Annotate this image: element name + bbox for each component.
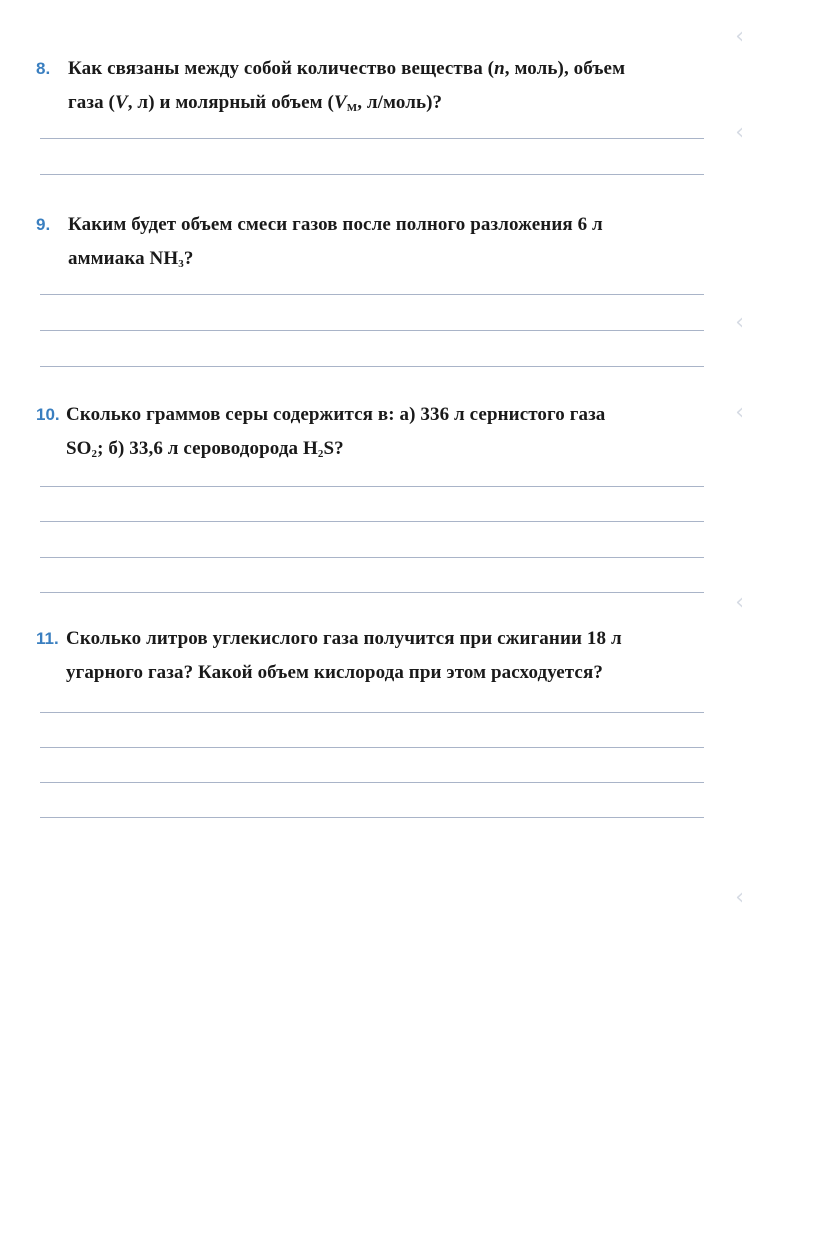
answer-line[interactable] xyxy=(40,330,704,331)
question-text-continued: угарного газа? Какой объем кислорода при этом расходуется? xyxy=(66,662,603,683)
answer-line[interactable] xyxy=(40,366,704,367)
answer-line[interactable] xyxy=(40,294,704,295)
answer-line[interactable] xyxy=(40,817,704,818)
question-text-continued: $SO_2$; б) 33,6 л сероводорода $H_2S$? xyxy=(66,438,344,460)
question-number: 8. xyxy=(36,59,51,78)
answer-line[interactable] xyxy=(40,486,704,487)
answer-line[interactable] xyxy=(40,782,704,783)
answer-line[interactable] xyxy=(40,557,704,558)
question-text: Как связаны между собой количество вещества (n, моль), объем xyxy=(68,58,626,79)
question-text: Сколько граммов серы содержится в: а) 336 л сернистого газа xyxy=(66,404,606,425)
question-text-continued: аммиака $NH_3$? xyxy=(68,248,194,270)
answer-line[interactable] xyxy=(40,174,704,175)
answer-line[interactable] xyxy=(40,138,704,139)
margin-mark: ‹ xyxy=(735,120,744,145)
question-8 xyxy=(36,52,708,120)
question-10 xyxy=(36,398,708,466)
margin-mark: ‹ xyxy=(735,400,744,425)
answer-line[interactable] xyxy=(40,712,704,713)
answer-line[interactable] xyxy=(40,521,704,522)
answer-line[interactable] xyxy=(40,747,704,748)
margin-mark: ‹ xyxy=(735,885,744,910)
question-text-continued: газа (V, л) и молярный объем ($V_M$, л/моль)? xyxy=(68,92,443,114)
question-number: 10. xyxy=(36,405,60,424)
question-text: Каким будет объем смеси газов после полного разложения 6 л xyxy=(68,214,603,235)
question-number: 9. xyxy=(36,215,51,234)
question-9 xyxy=(36,208,708,276)
margin-mark: ‹ xyxy=(735,590,744,615)
question-11 xyxy=(36,622,708,690)
margin-mark: ‹ xyxy=(735,24,744,49)
answer-line[interactable] xyxy=(40,592,704,593)
question-text: Сколько литров углекислого газа получится при сжигании 18 л xyxy=(66,628,622,649)
margin-mark: ‹ xyxy=(735,310,744,335)
question-number: 11. xyxy=(36,629,59,648)
